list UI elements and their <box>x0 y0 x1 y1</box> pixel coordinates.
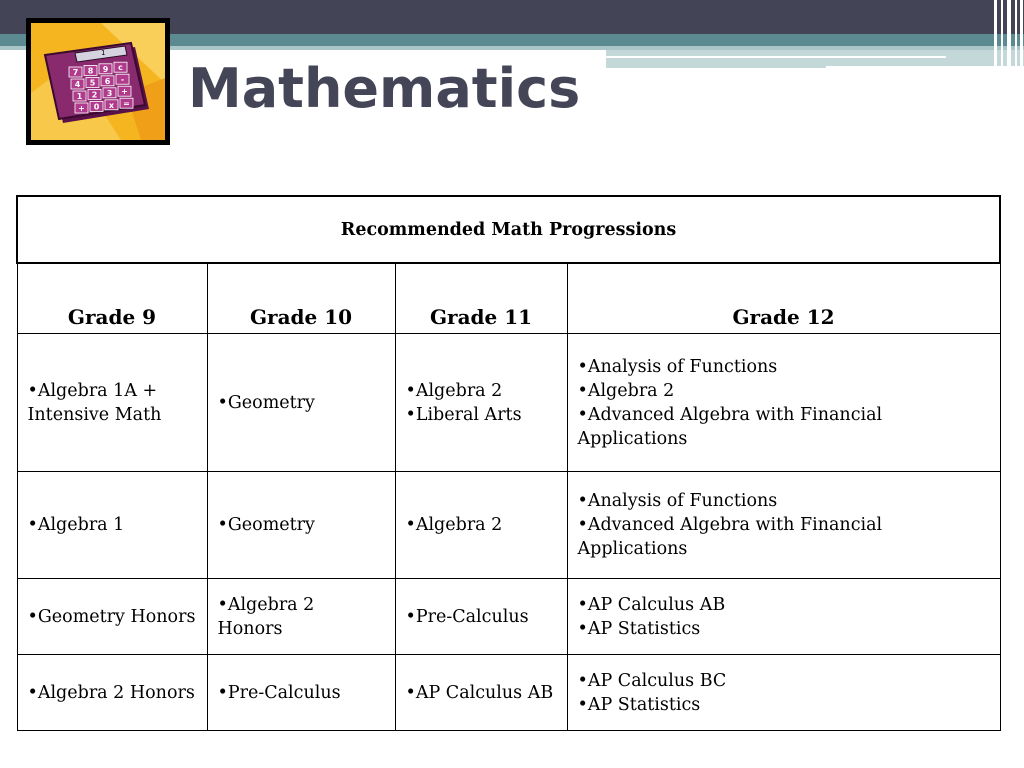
calculator-key-label: + <box>78 104 85 113</box>
header-vertical-stripes <box>992 0 1024 66</box>
course-item: •Algebra 2 Honors <box>27 682 195 703</box>
course-item: •Advanced Algebra with Financial Applications <box>577 404 883 449</box>
course-item: •Geometry <box>217 515 315 535</box>
course-item: •AP Calculus AB <box>577 594 726 615</box>
cell-grade-11 <box>395 655 567 731</box>
calculator-key-label: 3 <box>106 88 113 98</box>
page-title: Mathematics <box>188 57 581 120</box>
math-progressions-table <box>16 195 1001 731</box>
course-item: •Algebra 1 <box>27 515 125 535</box>
table-row <box>17 334 1000 472</box>
calculator-key-label: - <box>120 75 125 85</box>
course-item: •AP Calculus BC <box>577 670 727 691</box>
calculator-icon <box>31 23 165 140</box>
cell-grade-11 <box>395 472 567 579</box>
cell-grade-10 <box>207 472 395 579</box>
cell-grade-10 <box>207 579 395 655</box>
header-band-line <box>606 64 826 68</box>
cell-grade-9 <box>17 472 207 579</box>
calculator-key-label: 0 <box>93 102 100 112</box>
course-item: •Algebra 2 <box>405 515 503 535</box>
calculator-key-label: c <box>118 63 123 73</box>
course-item: •Liberal Arts <box>405 404 522 425</box>
calculator-key-label: = <box>123 99 130 109</box>
course-item: •Algebra 2 Honors <box>217 594 315 639</box>
course-item: •Pre-Calculus <box>405 606 529 627</box>
course-item: •Algebra 2 <box>405 380 503 401</box>
course-item: •Geometry Honors <box>27 606 196 627</box>
calculator-key-label: 7 <box>72 68 79 77</box>
cell-grade-10 <box>207 334 395 472</box>
cell-grade-12 <box>567 579 1000 655</box>
cell-grade-11 <box>395 579 567 655</box>
calculator-key-label: x <box>108 100 115 110</box>
course-item: •AP Calculus AB <box>405 682 554 703</box>
column-header-grade-11: Grade 11 <box>395 263 567 334</box>
calculator-key-label: 2 <box>91 90 98 100</box>
calculator-display-digit: 1 <box>101 49 106 57</box>
calculator-key-label: 5 <box>89 78 96 88</box>
table-row <box>17 579 1000 655</box>
calculator-key-label: + <box>121 87 128 97</box>
calculator-key-label: 4 <box>74 80 81 89</box>
cell-grade-9 <box>17 579 207 655</box>
column-header-grade-10: Grade 10 <box>207 263 395 334</box>
cell-grade-11 <box>395 334 567 472</box>
column-header-grade-12: Grade 12 <box>567 263 1000 334</box>
table-row <box>17 472 1000 579</box>
course-item: •Analysis of Functions <box>577 491 778 511</box>
course-item: •Algebra 1A + Intensive Math <box>27 380 162 425</box>
calculator-key-label: 6 <box>104 76 111 86</box>
calculator-key-label: 8 <box>87 66 94 76</box>
course-item: •Pre-Calculus <box>217 682 341 703</box>
cell-grade-12 <box>567 334 1000 472</box>
course-item: •AP Statistics <box>577 618 701 639</box>
calculator-logo <box>26 18 170 145</box>
course-item: •AP Statistics <box>577 694 701 715</box>
course-item: •Geometry <box>217 392 315 413</box>
calculator-key-label: 9 <box>102 64 109 74</box>
cell-grade-10 <box>207 655 395 731</box>
course-item: •Analysis of Functions <box>577 356 778 377</box>
cell-grade-9 <box>17 334 207 472</box>
cell-grade-9 <box>17 655 207 731</box>
table-caption: Recommended Math Progressions <box>17 196 1000 263</box>
calculator-key-label: 1 <box>76 92 83 101</box>
table-row <box>17 655 1000 731</box>
cell-grade-12 <box>567 655 1000 731</box>
column-header-grade-9: Grade 9 <box>17 263 207 334</box>
cell-grade-12 <box>567 472 1000 579</box>
course-item: •Advanced Algebra with Financial Applications <box>577 515 883 559</box>
header-band-line <box>606 56 946 58</box>
course-item: •Algebra 2 <box>577 380 675 401</box>
